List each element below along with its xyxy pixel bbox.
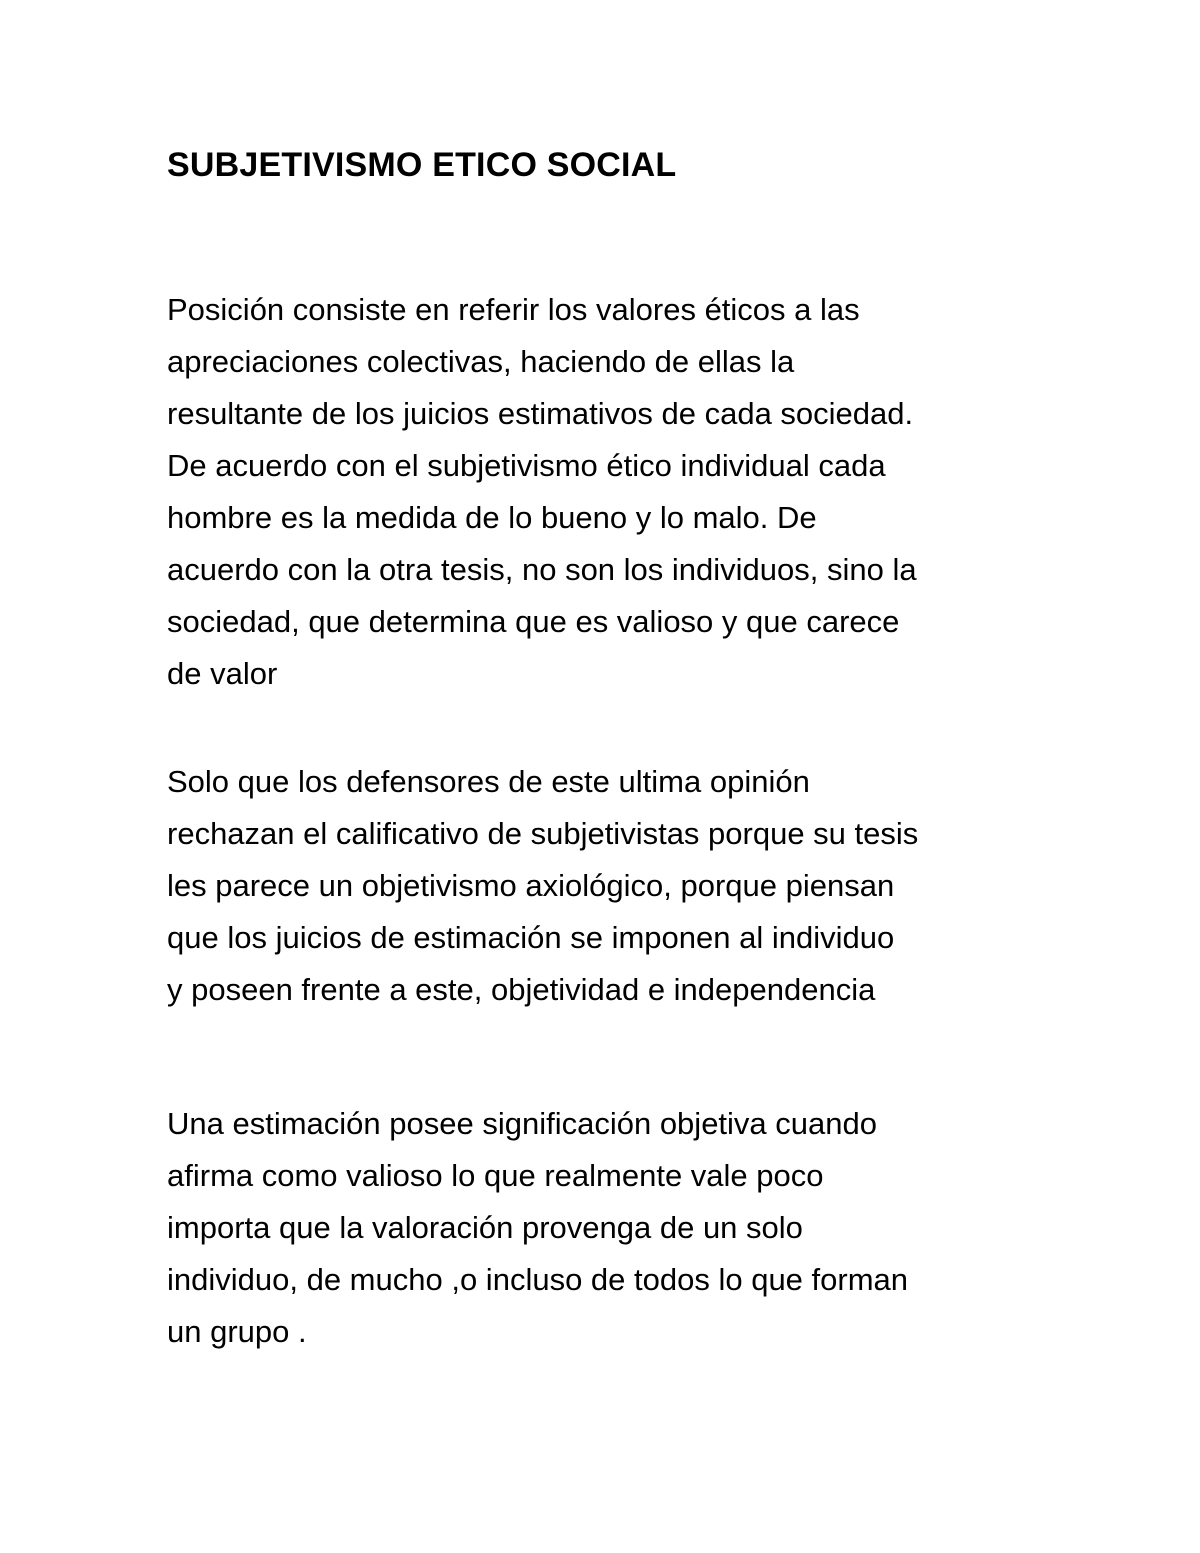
paragraph-line: Solo que los defensores de este ultima opinión <box>167 764 810 799</box>
paragraph-line: les parece un objetivismo axiológico, porque piensan <box>167 868 895 903</box>
paragraph-2 <box>167 756 918 1016</box>
paragraph-1 <box>167 284 917 700</box>
paragraph-line: sociedad, que determina que es valioso y que carece <box>167 604 900 639</box>
paragraph-line: Posición consiste en referir los valores éticos a las <box>167 292 860 327</box>
document-title: SUBJETIVISMO ETICO SOCIAL <box>167 146 677 184</box>
paragraph-line: De acuerdo con el subjetivismo ético individual cada <box>167 448 886 483</box>
paragraph-line: importa que la valoración provenga de un solo <box>167 1210 803 1245</box>
paragraph-line: rechazan el calificativo de subjetivistas porque su tesis <box>167 816 919 851</box>
paragraph-line: de valor <box>167 656 278 691</box>
paragraph-line: un grupo . <box>167 1314 307 1349</box>
paragraph-line: individuo, de mucho ,o incluso de todos lo que forman <box>167 1262 909 1297</box>
paragraph-3 <box>167 1098 908 1358</box>
paragraph-line: Una estimación posee significación objetiva cuando <box>167 1106 877 1141</box>
paragraph-line: afirma como valioso lo que realmente vale poco <box>167 1158 824 1193</box>
paragraph-line: apreciaciones colectivas, haciendo de ellas la <box>167 344 795 379</box>
paragraph-line: hombre es la medida de lo bueno y lo malo. De <box>167 500 817 535</box>
paragraph-line: resultante de los juicios estimativos de cada sociedad. <box>167 396 914 431</box>
paragraph-line: y poseen frente a este, objetividad e independencia <box>167 972 876 1007</box>
paragraph-line: acuerdo con la otra tesis, no son los individuos, sino la <box>167 552 917 587</box>
paragraph-line: que los juicios de estimación se imponen al individuo <box>167 920 895 955</box>
